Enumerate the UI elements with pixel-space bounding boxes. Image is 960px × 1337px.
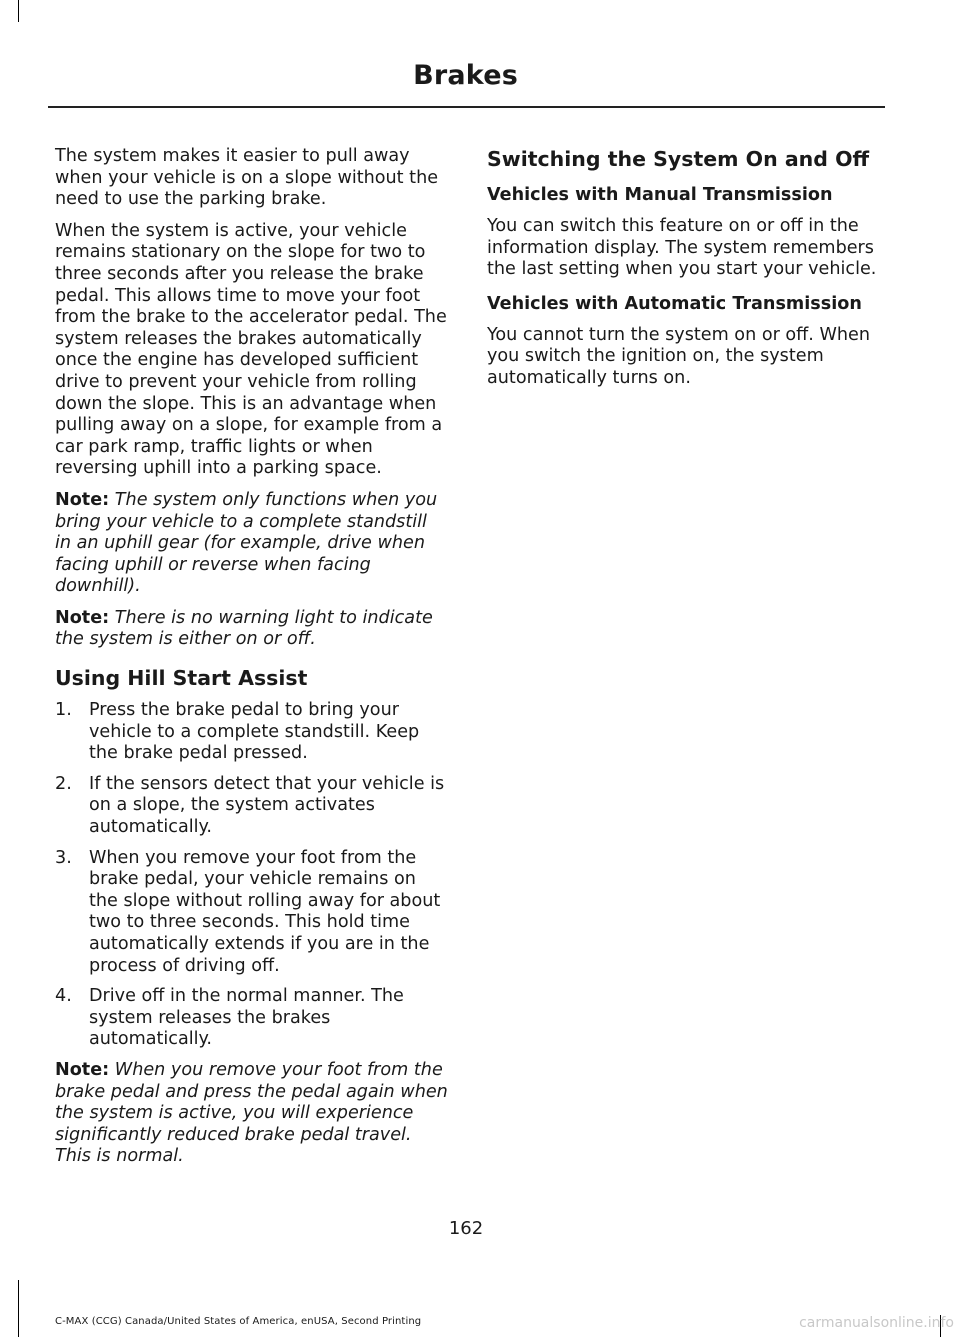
- note-text: There is no warning light to indicate the system is either on or off.: [55, 607, 433, 650]
- section-heading-using-hill-start-assist: Using Hill Start Assist: [55, 666, 308, 691]
- step-number: 1.: [55, 700, 72, 721]
- description-paragraph: When the system is active, your vehicle remains stationary on the slope for two to three seconds after you release the brake pedal. This allows time to move your foot from the brake to the accelerator pedal. The system releases the brakes automatically once the engine has developed sufficient drive to prevent your vehicle from rolling down the slope. This is an advantage when pulling away on a slope, for example from a car park ramp, traffic lights or when reversing uphill into a parking space.: [55, 220, 447, 479]
- section-heading-switching-system: Switching the System On and Off: [487, 147, 870, 171]
- footer-text: C-MAX (CCG) Canada/United States of America, enUSA, Second Printing: [55, 1316, 422, 1327]
- page-number: 162: [448, 1218, 484, 1239]
- steps-list: [55, 700, 448, 1051]
- right-column: [487, 146, 882, 400]
- step-text: When you remove your foot from the brake pedal, your vehicle remains on the slope without rolling away for about two to three seconds. This hold time automatically extends if you are in the process of driving off.: [89, 847, 441, 976]
- header-divider: [48, 106, 885, 108]
- list-item: [55, 986, 448, 1051]
- step-number: 3.: [55, 847, 72, 868]
- step-text: Drive off in the normal manner. The system releases the brakes automatically.: [89, 986, 404, 1050]
- note-warning-light: [55, 608, 448, 651]
- left-column: [55, 146, 448, 1178]
- list-item: [55, 848, 448, 978]
- subheading-manual-transmission: Vehicles with Manual Transmission: [487, 185, 833, 205]
- step-number: 4.: [55, 986, 72, 1007]
- step-text: Press the brake pedal to bring your vehicle to a complete standstill. Keep the brake pedal pressed.: [89, 700, 420, 764]
- list-item: [55, 774, 448, 839]
- note-pedal-travel: [55, 1060, 448, 1168]
- note-label: Note:: [55, 489, 110, 510]
- automatic-transmission-paragraph: You cannot turn the system on or off. When you switch the ignition on, the system automatically turns on.: [487, 324, 870, 388]
- crop-mark-top-left: [18, 0, 19, 22]
- subheading-automatic-transmission: Vehicles with Automatic Transmission: [487, 293, 862, 314]
- note-text: When you remove your foot from the brake pedal and press the pedal again when the system is active, you will experience significantly reduced brake pedal travel. This is normal.: [55, 1059, 448, 1167]
- note-standstill: [55, 490, 448, 598]
- watermark: carmanualsonline.info: [799, 1315, 954, 1331]
- manual-transmission-paragraph: You can switch this feature on or off in the information display. The system remembers the last setting when you start your vehicle.: [487, 216, 877, 280]
- page-title: Brakes: [413, 60, 518, 91]
- step-text: If the sensors detect that your vehicle is on a slope, the system activates automatically.: [89, 773, 445, 838]
- note-text: The system only functions when you bring your vehicle to a complete standstill in an uphill gear (for example, drive when facing uphill or reverse when facing downhill).: [55, 489, 438, 597]
- step-number: 2.: [55, 773, 72, 794]
- note-label: Note:: [55, 607, 110, 628]
- crop-mark-bottom-left: [18, 1280, 19, 1337]
- note-label: Note:: [55, 1059, 110, 1080]
- list-item: [55, 700, 448, 765]
- intro-paragraph: The system makes it easier to pull away when your vehicle is on a slope without the need to use the parking brake.: [55, 146, 439, 210]
